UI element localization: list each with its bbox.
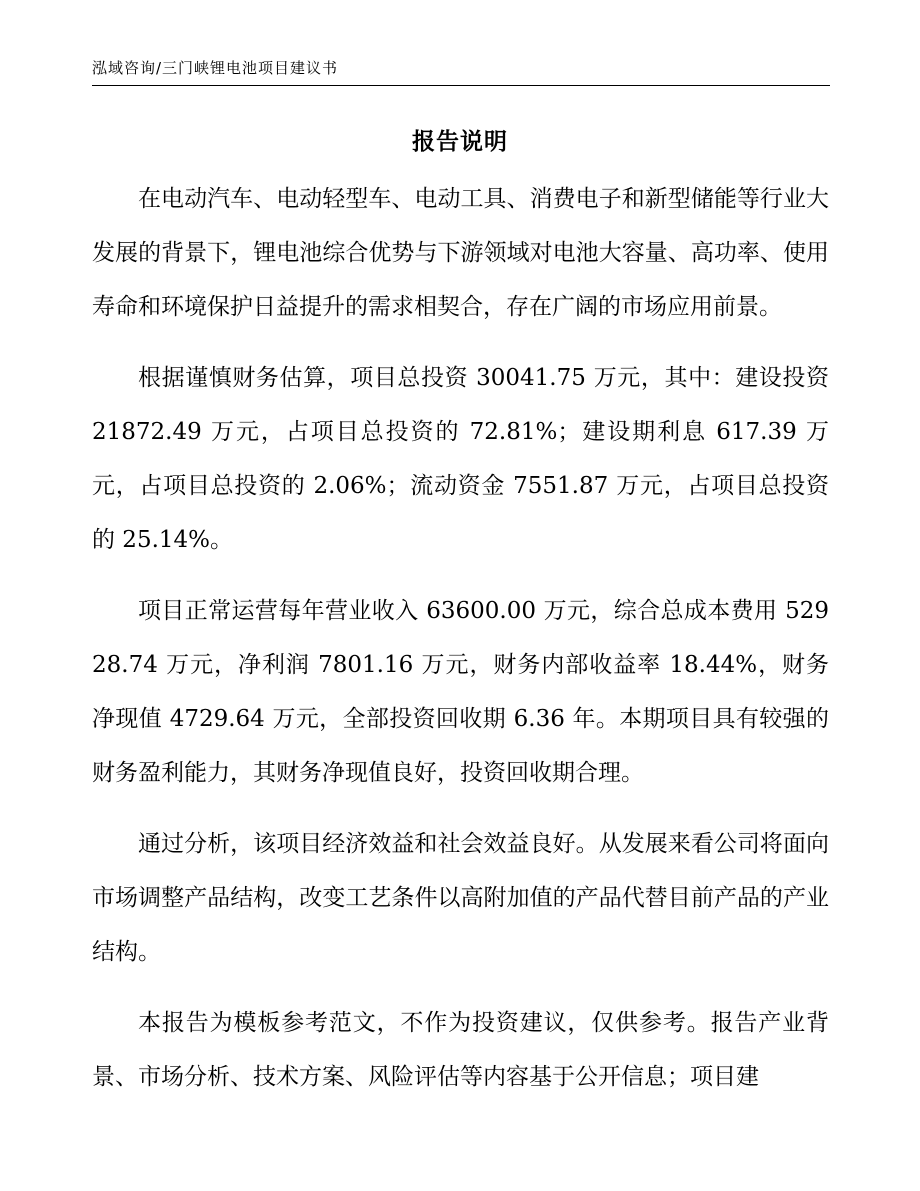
document-body xyxy=(92,172,829,1121)
paragraph-revenue: 项目正常运营每年营业收入 63600.00 万元，综合总成本费用 52928.74 万元，净利润 7801.16 万元，财务内部收益率 18.44%，财务净现值 4729.64 万元，全部投资回收期 6.36 年。本期项目具有较强的财务盈利能力，其财务净现值良好，投资回收期合理。 xyxy=(92,598,829,786)
paragraph-background: 在电动汽车、电动轻型车、电动工具、消费电子和新型储能等行业大发展的背景下，锂电池综合优势与下游领域对电池大容量、高功率、使用寿命和环境保护日益提升的需求相契合，存在广阔的市场应用前景。 xyxy=(92,186,829,320)
paragraph-analysis: 通过分析，该项目经济效益和社会效益良好。从发展来看公司将面向市场调整产品结构，改变工艺条件以高附加值的产品代替目前产品的产业结构。 xyxy=(92,831,829,965)
paragraph-investment: 根据谨慎财务估算，项目总投资 30041.75 万元，其中：建设投资 21872.49 万元，占项目总投资的 72.81%；建设期利息 617.39 万元，占项目总投资的 2.06%；流动资金 7551.87 万元，占项目总投资的 25.14%。 xyxy=(92,365,829,553)
section-title: 报告说明 xyxy=(412,129,508,155)
running-header: 泓域咨询/三门峡锂电池项目建议书 xyxy=(92,59,339,77)
header-divider xyxy=(92,85,830,86)
paragraph-disclaimer: 本报告为模板参考范文，不作为投资建议，仅供参考。报告产业背景、市场分析、技术方案、风险评估等内容基于公开信息；项目建 xyxy=(92,1010,829,1090)
